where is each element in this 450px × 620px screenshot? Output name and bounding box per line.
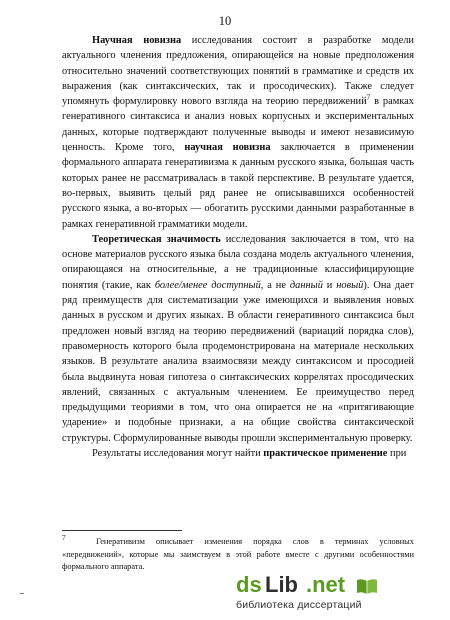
logo-net: .net xyxy=(306,572,346,597)
term-novelty-2: научная новизна xyxy=(184,142,271,154)
paragraph-novelty xyxy=(62,33,414,232)
watermark-logo xyxy=(236,574,441,600)
italic-term: данный xyxy=(289,279,323,291)
paragraph-text: , а не xyxy=(260,279,290,291)
italic-term: более/менее доступный xyxy=(154,279,261,291)
paragraph-text: ). Она дает ряд преимуществ для систематизации уже имеющихся и выявления новых данных в русском и других языках. В области генеративного синтаксиса был предложен новый взгляд на теорию передвижений (вариаций порядка слов), правомерность которого была продемонстрирована на материале нескольких языков. В результате анализа взаимосвязи между синтаксисом и просодией была выдвинута новая гипотеза о синтаксических коррелятах просодических явлений, связанных с актуальным членением. Ее преимущество перед предыдущими теориями в том, что она опирается не на «притягивающие ударение» и подобные признаки, а на общие свойства синтаксической структуры. Сформулированные выводы прошли экспериментальную проверку. xyxy=(62,279,414,444)
term-novelty: Научная новизна xyxy=(92,35,182,46)
paragraph-text: при xyxy=(387,448,407,460)
footnote-mark: 7 xyxy=(62,534,66,543)
footnote-ref[interactable]: 7 xyxy=(366,93,371,102)
footnote-item xyxy=(62,536,414,574)
paragraph-text: в рамках генеративного синтаксиса и анализ новых корпусных и экспериментальных данных, которые подтверждают полученные выводы и имеют независимую ценность. Кроме того, xyxy=(62,96,414,154)
term-practical: практическое применение xyxy=(263,448,388,460)
body-text xyxy=(62,33,414,461)
paragraph-theoretical xyxy=(62,232,414,446)
watermark-tagline: библиотека диссертаций xyxy=(236,599,362,611)
paragraph-text: исследования заключается в том, что на основе материалов русского языка была создана модель актуального членения, опирающаяся на относительные, а не традиционные классифицирующие понятия (такие, как xyxy=(62,233,414,291)
footnotes xyxy=(62,536,414,574)
footnote-divider xyxy=(62,530,182,531)
paragraph-text: Результаты исследования могут найти xyxy=(92,448,264,460)
logo-lib: Lib xyxy=(265,572,298,597)
logo-ds: ds xyxy=(236,572,262,597)
open-book-icon xyxy=(356,577,378,595)
paragraph-practical xyxy=(62,446,414,461)
footnote-text: Генеративизм описывает изменения порядка слов в терминах условных «передвижений», которые мы заимствуем в этой работе вместе с другими особенностями формального аппарата. xyxy=(62,537,414,571)
term-theoretical: Теоретическая значимость xyxy=(92,233,221,245)
page-number: 10 xyxy=(218,14,232,28)
paragraph-text: заключается в применении формального аппарата генеративизма к данным русского языка, большая часть которых ранее не рассматривалась в такой перспективе. В результате удается, во-первых, выявить целый ряд ранее не описывавшихся особенностей русского языка, а во-вторых — обогатить русскими данными разработанные в рамках генеративной грамматики модели. xyxy=(62,142,414,230)
watermark xyxy=(236,574,441,614)
paragraph-text: и xyxy=(322,279,337,291)
margin-mark xyxy=(20,593,24,594)
italic-term: новый xyxy=(336,279,364,291)
paragraph-text: исследования состоит в разработке модели актуального членения предложения, опирающейся на новые предположения относительно значений соответствующих понятий в грамматике и средств их выражения (как синтаксических, так и просодических). Также следует упомянуть формулировку нового взгляда на теорию передвижений xyxy=(62,35,414,108)
